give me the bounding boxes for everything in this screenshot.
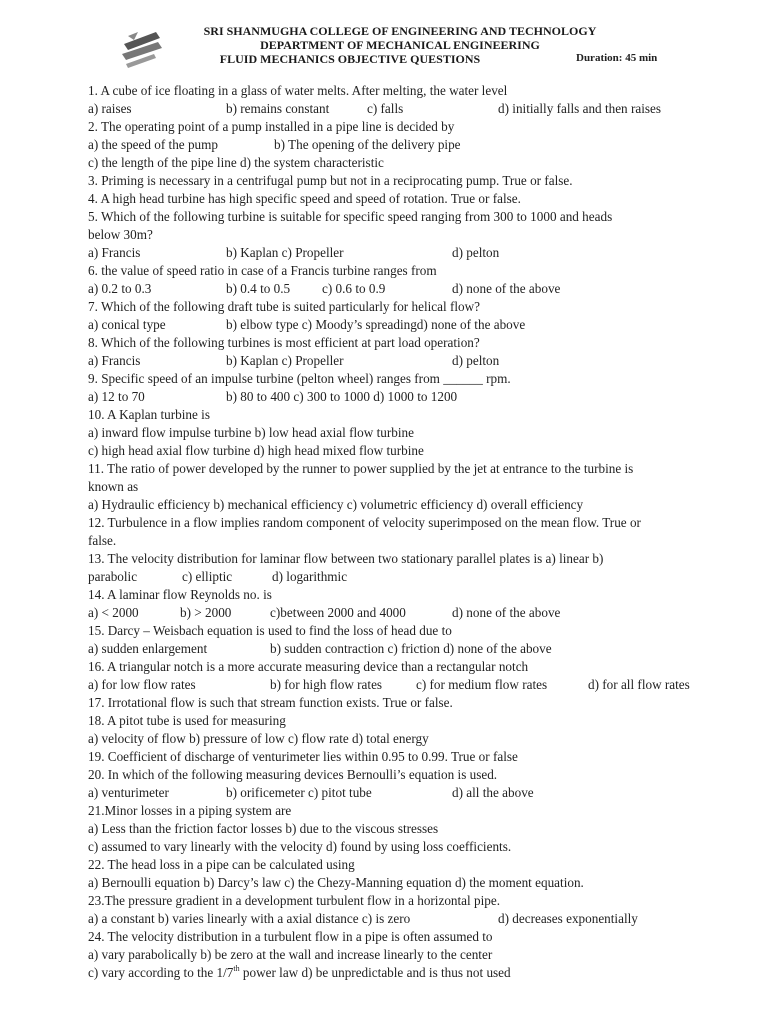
question-text: 12. Turbulence in a flow implies random component of velocity superimposed on the mean flow. True or: [88, 515, 641, 530]
question-text: known as: [88, 479, 139, 494]
question-text: 24. The velocity distribution in a turbulent flow in a pipe is often assumed to: [88, 929, 493, 944]
question-line: [88, 82, 738, 100]
question-line: [88, 910, 738, 928]
page-title: FLUID MECHANICS OBJECTIVE QUESTIONS: [219, 52, 481, 66]
question-text: d) pelton: [452, 245, 500, 260]
question-line: c) vary according to the 1/7th power law d) be unpredictable and is thus not used: [88, 964, 511, 980]
question-line: [88, 622, 738, 640]
question-text: b) remains constant: [226, 101, 330, 116]
question-text: a) sudden enlargement: [88, 641, 208, 656]
question-text: 16. A triangular notch is a more accurate measuring device than a rectangular notch: [88, 659, 529, 674]
question-text: d) logarithmic: [272, 569, 348, 584]
question-text: 8. Which of the following turbines is most efficient at part load operation?: [88, 335, 480, 350]
question-line: [88, 442, 738, 460]
college-name: SRI SHANMUGHA COLLEGE OF ENGINEERING AND TECHNOLOGY: [203, 24, 597, 38]
question-text: a) for low flow rates: [88, 677, 196, 692]
question-text: 11. The ratio of power developed by the runner to power supplied by the jet at entrance to the turbine is: [88, 461, 634, 476]
question-line: [88, 262, 738, 280]
question-text: c) high head axial flow turbine d) high head mixed flow turbine: [88, 443, 424, 458]
question-line: [88, 874, 738, 892]
duration-label: Duration: 45 min: [576, 52, 658, 64]
department-name: DEPARTMENT OF MECHANICAL ENGINEERING: [260, 38, 540, 52]
question-text: b) elbow type c) Moody’s spreadingd) none of the above: [226, 317, 526, 332]
question-line: [88, 694, 738, 712]
question-line: [88, 352, 738, 370]
question-line: [88, 820, 738, 838]
question-text: 4. A high head turbine has high specific speed and speed of rotation. True or false.: [88, 191, 521, 206]
question-line: [88, 532, 738, 550]
question-text: a) Less than the friction factor losses b) due to the viscous stresses: [88, 821, 439, 836]
question-line: [88, 946, 738, 964]
question-text: d) none of the above: [452, 281, 561, 296]
question-text: a) 0.2 to 0.3: [88, 281, 152, 296]
question-text: a) raises: [88, 101, 132, 116]
question-text: c) for medium flow rates: [416, 677, 548, 692]
question-text: a) the speed of the pump: [88, 137, 219, 152]
question-line: [88, 928, 738, 946]
question-text: 21.Minor losses in a piping system are: [88, 803, 292, 818]
question-line: [88, 802, 738, 820]
college-logo: [116, 24, 168, 76]
question-line: [88, 190, 738, 208]
question-text: a) vary parabolically b) be zero at the wall and increase linearly to the center: [88, 947, 493, 962]
question-line: [88, 604, 738, 622]
question-text: a) Bernoulli equation b) Darcy’s law c) the Chezy-Manning equation d) the moment equation.: [88, 875, 584, 890]
question-text: a) Francis: [88, 245, 141, 260]
question-line: [88, 856, 738, 874]
question-text: 10. A Kaplan turbine is: [88, 407, 210, 422]
question-text: d) initially falls and then raises: [498, 101, 661, 116]
question-line: [88, 424, 738, 442]
question-line: [88, 550, 738, 568]
question-text: parabolic: [88, 569, 138, 584]
question-text: 3. Priming is necessary in a centrifugal pump but not in a reciprocating pump. True or false.: [88, 173, 573, 188]
question-line: [88, 838, 738, 856]
question-text: 5. Which of the following turbine is suitable for specific speed ranging from 300 to 1000 and heads: [88, 209, 613, 224]
question-line: [88, 568, 738, 586]
question-text: b) 80 to 400 c) 300 to 1000 d) 1000 to 1200: [226, 389, 458, 404]
question-text: b) > 2000: [180, 605, 232, 620]
question-line: [88, 766, 738, 784]
question-text: d) none of the above: [452, 605, 561, 620]
question-line: [88, 172, 738, 190]
question-line: [88, 208, 738, 226]
question-line: [88, 892, 738, 910]
question-text: a) 12 to 70: [88, 389, 145, 404]
question-line: [88, 280, 738, 298]
question-text: a) inward flow impulse turbine b) low head axial flow turbine: [88, 425, 414, 440]
question-text: 13. The velocity distribution for laminar flow between two stationary parallel plates is a) linear b): [88, 551, 604, 566]
question-line: [88, 730, 738, 748]
question-text: 6. the value of speed ratio in case of a Francis turbine ranges from: [88, 263, 437, 278]
question-text: b) The opening of the delivery pipe: [274, 137, 461, 152]
question-text: c) the length of the pipe line d) the system characteristic: [88, 155, 384, 170]
question-text: a) Hydraulic efficiency b) mechanical efficiency c) volumetric efficiency d) overall efficiency: [88, 497, 584, 512]
question-text: c) elliptic: [182, 569, 233, 584]
question-text: a) venturimeter: [88, 785, 169, 800]
question-text: c) assumed to vary linearly with the velocity d) found by using loss coefficients.: [88, 839, 512, 854]
question-line: [88, 676, 738, 694]
question-text: 9. Specific speed of an impulse turbine (pelton wheel) ranges from ______ rpm.: [88, 371, 511, 386]
question-line: [88, 460, 738, 478]
question-text: 17. Irrotational flow is such that stream function exists. True or false.: [88, 695, 453, 710]
question-line: [88, 370, 738, 388]
question-line: [88, 118, 738, 136]
question-text: c) falls: [367, 101, 404, 116]
question-text: b) for high flow rates: [270, 677, 383, 692]
question-text: b) orificemeter c) pitot tube: [226, 785, 372, 800]
question-line: [88, 388, 738, 406]
question-line: [88, 226, 738, 244]
question-line: [88, 658, 738, 676]
question-text: 14. A laminar flow Reynolds no. is: [88, 587, 272, 602]
question-line: [88, 784, 738, 802]
question-line: [88, 748, 738, 766]
question-text: d) pelton: [452, 353, 500, 368]
question-text: a) Francis: [88, 353, 141, 368]
question-line: [88, 154, 738, 172]
question-text: c)between 2000 and 4000: [270, 605, 406, 620]
question-line: [88, 298, 738, 316]
question-line: [88, 640, 738, 658]
question-text: 15. Darcy – Weisbach equation is used to find the loss of head due to: [88, 623, 452, 638]
question-text: b) Kaplan c) Propeller: [226, 245, 344, 260]
question-text: b) sudden contraction c) friction d) none of the above: [270, 641, 552, 656]
question-line: [88, 334, 738, 352]
question-text: 18. A pitot tube is used for measuring: [88, 713, 286, 728]
question-text: a) velocity of flow b) pressure of low c) flow rate d) total energy: [88, 731, 429, 746]
question-text: c) 0.6 to 0.9: [322, 281, 386, 296]
question-line: [88, 406, 738, 424]
question-text: a) a constant b) varies linearly with a axial distance c) is zero: [88, 911, 411, 926]
question-text: a) < 2000: [88, 605, 139, 620]
question-text: d) decreases exponentially: [498, 911, 638, 926]
question-line: [88, 586, 738, 604]
question-line: [88, 478, 738, 496]
question-text: 20. In which of the following measuring devices Bernoulli’s equation is used.: [88, 767, 498, 782]
question-line: [88, 244, 738, 262]
question-line: [88, 712, 738, 730]
question-line: [88, 316, 738, 334]
question-line: [88, 100, 738, 118]
question-text: d) all the above: [452, 785, 534, 800]
question-text: 7. Which of the following draft tube is suited particularly for helical flow?: [88, 299, 480, 314]
question-text: b) 0.4 to 0.5: [226, 281, 291, 296]
question-text: a) conical type: [88, 317, 166, 332]
question-text: false.: [88, 533, 117, 548]
question-text: d) for all flow rates: [588, 677, 690, 692]
question-text: b) Kaplan c) Propeller: [226, 353, 344, 368]
question-text: 1. A cube of ice floating in a glass of water melts. After melting, the water level: [88, 83, 508, 98]
question-text: 22. The head loss in a pipe can be calculated using: [88, 857, 355, 872]
question-line: [88, 514, 738, 532]
question-line: [88, 496, 738, 514]
question-text: 19. Coefficient of discharge of venturimeter lies within 0.95 to 0.99. True or false: [88, 749, 518, 764]
question-text: 23.The pressure gradient in a development turbulent flow in a horizontal pipe.: [88, 893, 500, 908]
question-line: [88, 136, 738, 154]
question-text: 2. The operating point of a pump installed in a pipe line is decided by: [88, 119, 455, 134]
question-text: below 30m?: [88, 227, 153, 242]
